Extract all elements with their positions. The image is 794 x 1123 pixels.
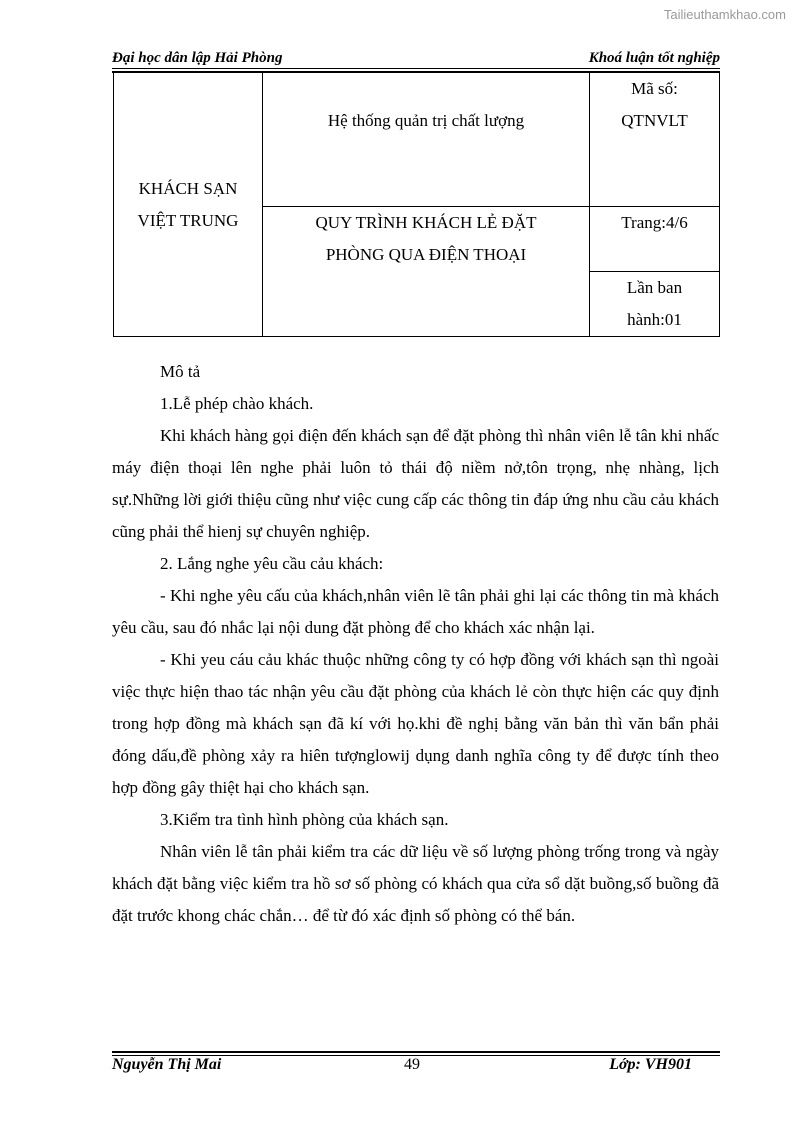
section-3-paragraph: Nhân viên lễ tân phải kiểm tra các dữ liệu về số lượng phòng trống trong và ngày khách đặt bằng việc kiểm tra hồ sơ số phòng có khách qua cửa sổ dặt buồng,số buồng đã đặt trước khong chác chắn… để từ đó xác định số phòng có thể bán. [112, 842, 719, 925]
header-university: Đại học dân lập Hải Phòng [112, 50, 283, 66]
watermark: Tailieuthamkhao.com [663, 7, 786, 22]
issue-line2: hành:01 [627, 310, 682, 329]
code-label: Mã số: [631, 79, 678, 98]
page-footer [112, 1056, 720, 1078]
section-heading: Mô tả [160, 362, 201, 381]
page-count: Trang:4/6 [621, 213, 688, 232]
document-body [112, 356, 719, 932]
section-2-item-1: - Khi nghe yêu cấu của khách,nhân viên lẽ tân phải ghi lại các thông tin mà khách yêu cầu, sau đó nhắc lại nội dung đặt phòng để cho khách xác nhận lại. [112, 586, 719, 637]
section-2-title: 2. Lắng nghe yêu cầu cảu khách: [160, 554, 384, 573]
footer-rule-thick [112, 1051, 720, 1053]
footer-author: Nguyễn Thị Mai [112, 1056, 222, 1073]
code-cell [590, 73, 720, 207]
header-thesis-label: Khoá luận tốt nghiệp [588, 50, 720, 66]
hotel-name-line1: KHÁCH SẠN [138, 178, 238, 198]
page-header [112, 50, 720, 68]
section-1-title: 1.Lễ phép chào khách. [160, 394, 314, 413]
issue-line1: Lần ban [626, 278, 683, 297]
procedure-title-line1: QUY TRÌNH KHÁCH LẺ ĐẶT [315, 213, 537, 232]
document-control-table [113, 72, 720, 337]
hotel-name-line2: VIỆT TRUNG [137, 210, 239, 230]
section-1-paragraph: Khi khách hàng gọi điện đến khách sạn để đặt phòng thì nhân viên lễ tân khi nhấc máy điện thoại lên nghe phải luôn tỏ thái độ niềm nở,tôn trọng, nhẹ nhàng, lịch sự.Những lời giới thiệu cũng như việc cung cấp các thông tin đáp ứng nhu cầu cảu khách cũng phải thể hienj sự chuyên nghiệp. [112, 426, 719, 541]
procedure-title-line2: PHÒNG QUA ĐIỆN THOẠI [325, 245, 527, 264]
quality-system-title: Hệ thống quản trị chất lượng [327, 111, 525, 130]
section-3-title: 3.Kiểm tra tình hình phòng của khách sạn. [160, 810, 449, 829]
header-rule [112, 68, 720, 69]
issue-number-cell [590, 272, 720, 337]
footer-page-number: 49 [404, 1056, 420, 1073]
quality-system-cell [263, 73, 590, 207]
section-2-item-2: - Khi yeu cáu cảu khác thuộc những công ty có hợp đồng với khách sạn thì ngoài việc thực hiện thao tác nhận yêu cầu đặt phòng của khách lẻ còn thực hiện các quy định trong hợp đồng mà khách sạn đã kí với họ.khi đề nghị bằng văn bản thì văn bẩn phải đóng dấu,đề phòng xảy ra hiên tượnglowij dụng danh nghĩa công ty để được tính theo hợp đồng gây thiệt hại cho khách sạn. [112, 650, 719, 797]
procedure-title-cell [263, 207, 590, 337]
hotel-name-cell [114, 73, 263, 337]
footer-class: Lớp: VH901 [609, 1056, 692, 1073]
page-count-cell [590, 207, 720, 272]
code-value: QTNVLT [621, 111, 688, 130]
